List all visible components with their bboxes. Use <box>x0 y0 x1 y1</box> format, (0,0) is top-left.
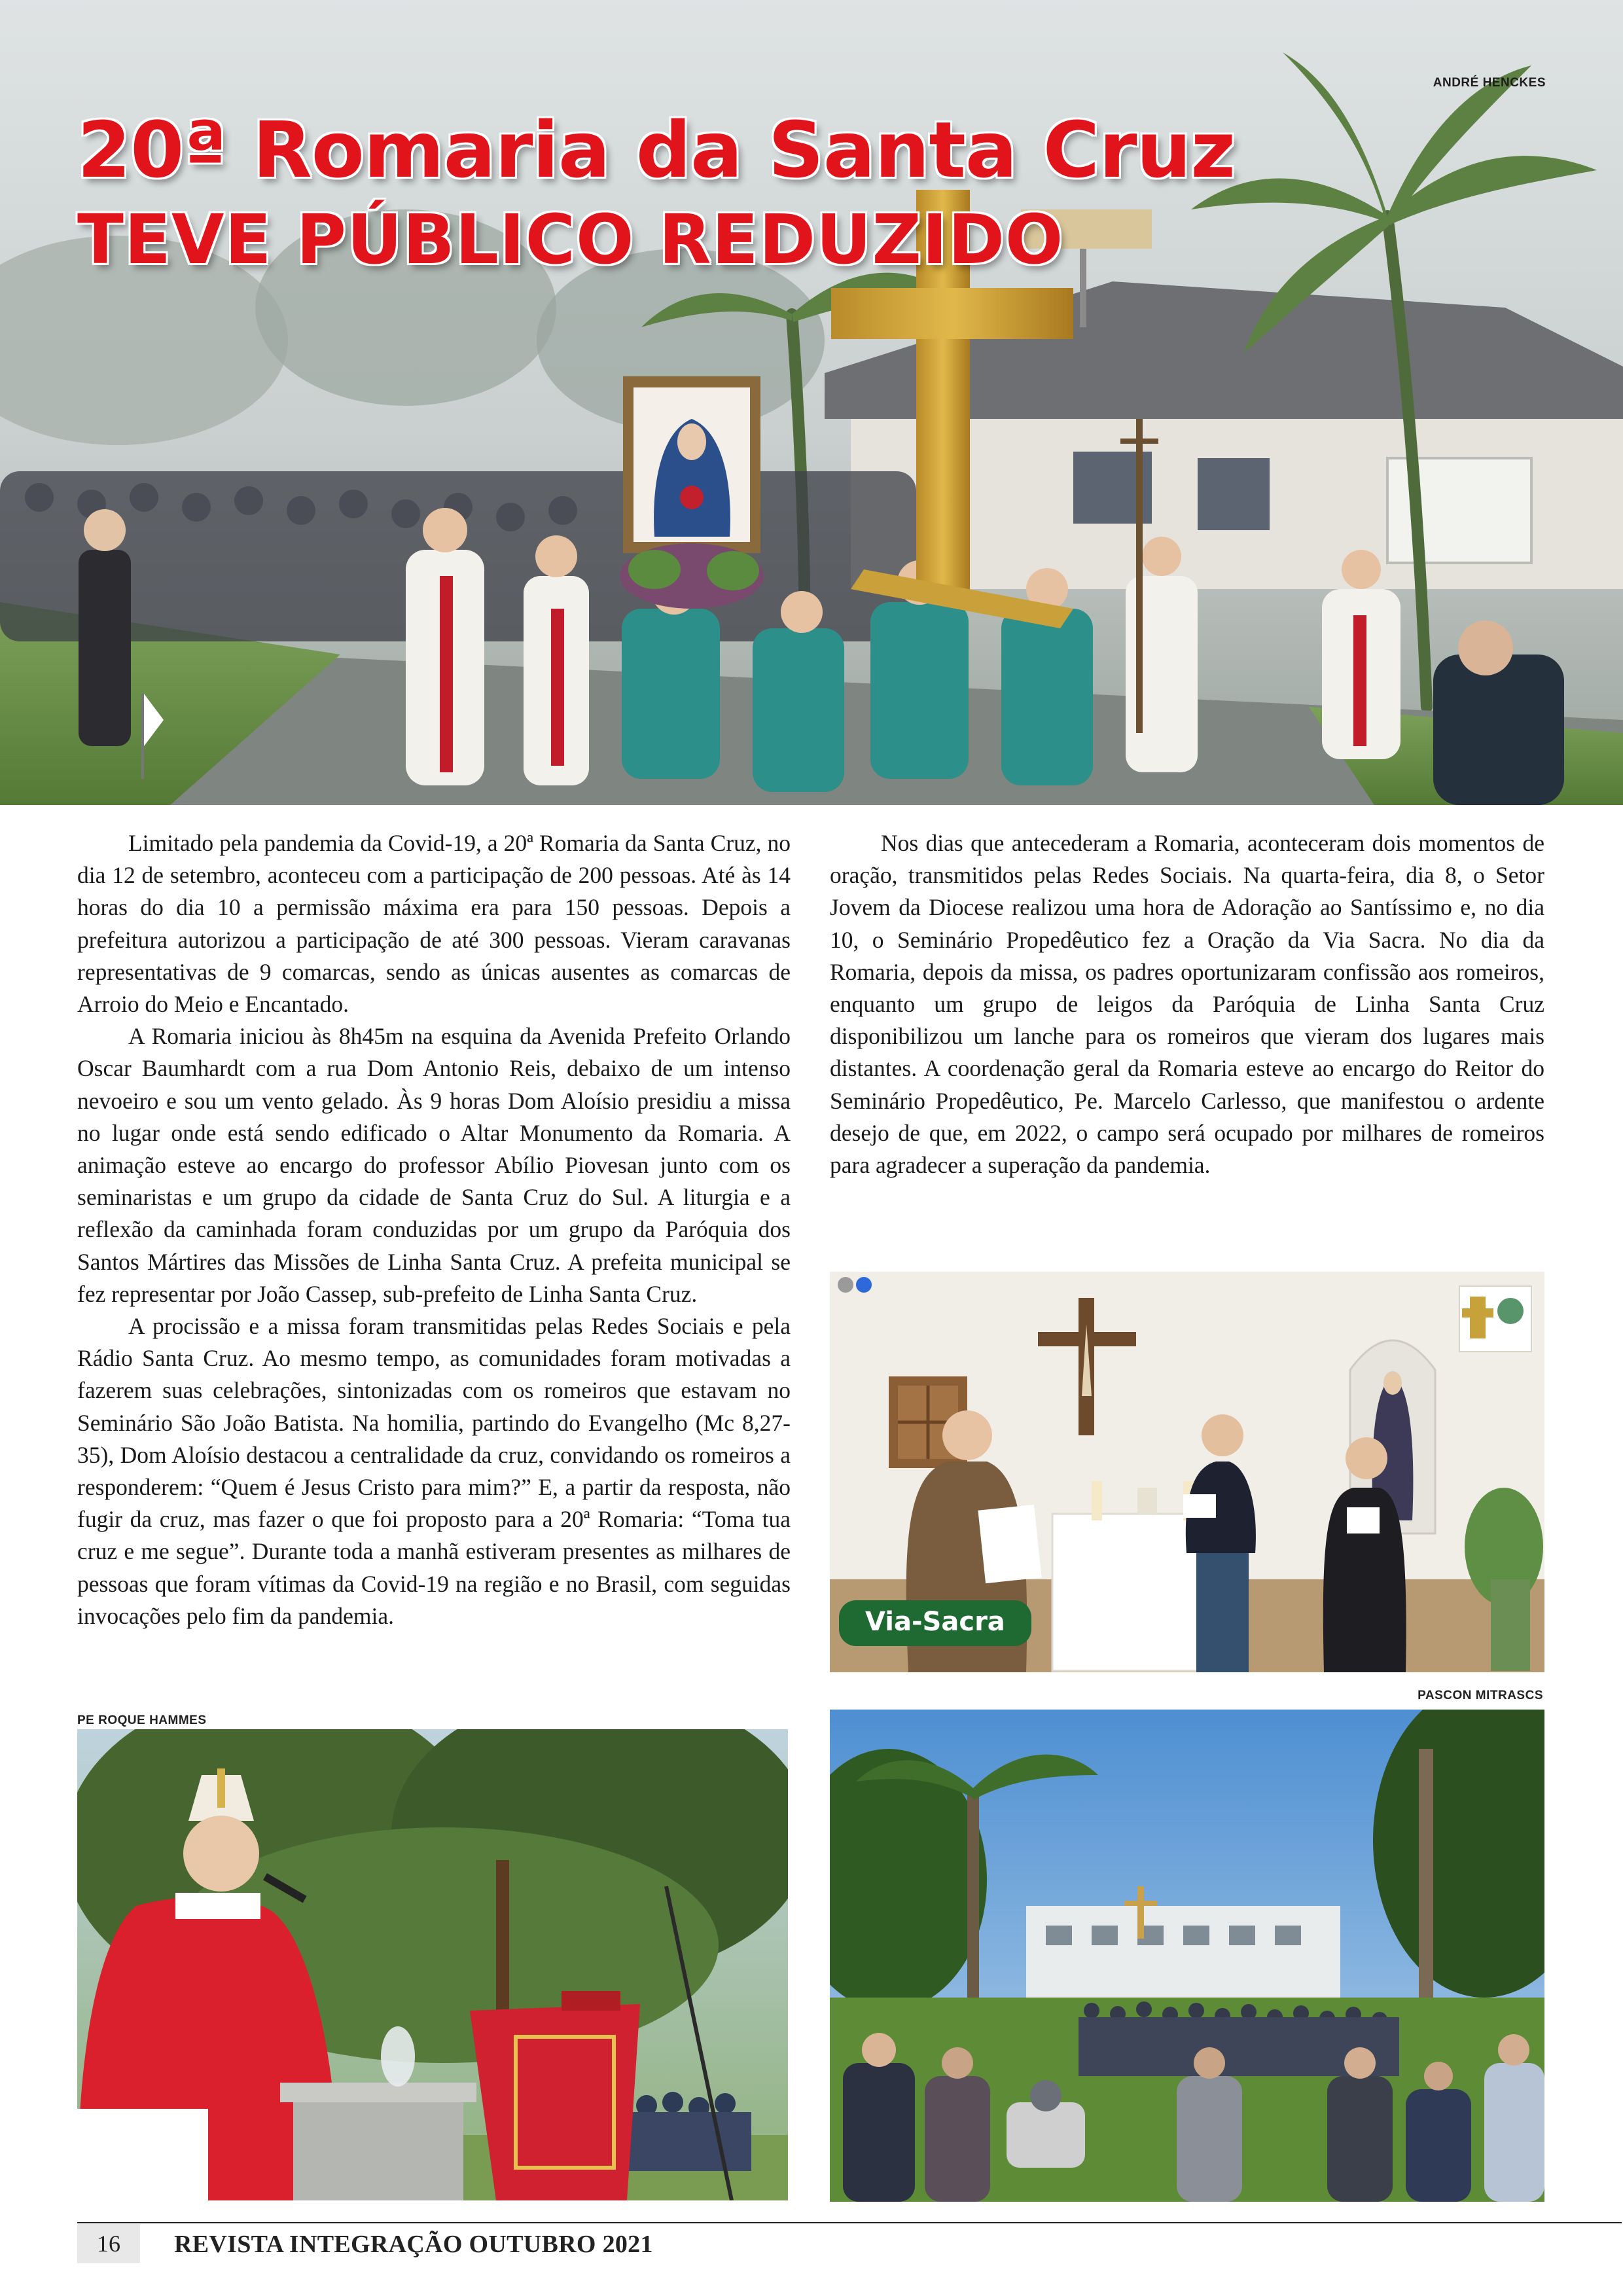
article-column-right <box>830 827 1544 1181</box>
bishop-mass-photo <box>77 1729 788 2200</box>
article-paragraph: A procissão e a missa foram transmitidas pelas Redes Sociais e pela Rádio Santa Cruz. Ao mesmo tempo, as comunidades foram motivadas a fazerem suas celebrações, sintonizadas com os romeiros que estavam no Seminário São João Batista. Na homilia, partindo do Evangelho (Mc 8,27-35), Dom Aloísio destacou a centralidade da cruz, convidando os romeiros a responderem: “Quem é Jesus Cristo para mim?” E, a partir da resposta, não fugir da cruz, mas fazer o que foi proposto para a 20ª Romaria: “Toma tua cruz e me segue”. Durante toda a manhã estiveram presentes as milhares de pessoas que foram vítimas da Covid-19 na região e no Brasil, com seguidas invocações pelo fim da pandemia. <box>77 1313 791 1629</box>
close-icon <box>838 1277 853 1293</box>
photo-credit-crowd: PASCON MITRASCS <box>1418 1689 1543 1702</box>
magazine-name: REVISTA INTEGRAÇÃO OUTUBRO 2021 <box>174 2231 653 2258</box>
via-sacra-badge: Via-Sacra <box>839 1600 1031 1646</box>
photo-credit-bishop: PE ROQUE HAMMES <box>77 1713 207 1727</box>
article-paragraph: Nos dias que antecederam a Romaria, aconteceram dois momentos de oração, transmitidos pelas Redes Sociais. Na quarta-feira, dia 8, o Setor Jovem da Diocese realizou uma hora de Adoração ao Santíssimo e, no dia 10, o Seminário Propedêutico fez a Oração da Via Sacra. No dia da Romaria, depois da missa, os padres oportunizaram confissão aos romeiros, enquanto um grupo de leigos da Paróquia de Linha Santa Cruz disponibilizou um lanche para os romeiros que vieram dos lugares mais distantes. A coordenação geral da Romaria esteve ao encargo do Reitor do Seminário Propedêutico, Pe. Marcelo Carlesso, que manifestou o ardente desejo de que, em 2022, o campo será ocupado por milhares de romeiros para agradecer a superação da pandemia. <box>830 830 1544 1179</box>
article-paragraph: A Romaria iniciou às 8h45m na esquina da Avenida Prefeito Orlando Oscar Baumhardt com a rua Dom Antonio Reis, debaixo de um intenso nevoeiro e sou um vento gelado. Às 9 horas Dom Aloísio presidiu a missa no lugar onde está sendo edificado o Altar Monumento da Romaria. A animação esteve ao encargo do professor Abílio Piovesan junto com os seminaristas e um grupo da cidade de Santa Cruz do Sul. A liturgia e a reflexão da caminhada foram conduzidas por um grupo da Paróquia dos Santos Mártires das Missões de Linha Santa Cruz. A prefeita municipal se fez representar por João Cassep, sub-prefeito de Linha Santa Cruz. <box>77 1023 791 1307</box>
page-number: 16 <box>77 2224 140 2263</box>
via-sacra-photo <box>830 1272 1544 1672</box>
crowd-outdoor-photo <box>830 1710 1544 2202</box>
facebook-icon <box>856 1277 872 1293</box>
article-paragraph: Limitado pela pandemia da Covid-19, a 20ª Romaria da Santa Cruz, no dia 12 de setembro, aconteceu com a participação de 200 pessoas. Até às 14 horas do dia 10 a permissão máxima era para 150 pessoas. Depois a prefeitura autorizou a participação de até 300 pessoas. Vieram caravanas representativas de 9 comarcas, sendo as únicas ausentes as comarcas de Arroio do Meio e Encantado. <box>77 830 791 1018</box>
footer-rule <box>77 2222 1622 2223</box>
photo-credit-hero: ANDRÉ HENCKES <box>1433 76 1546 90</box>
article-subtitle: TEVE PÚBLICO REDUZIDO <box>77 200 1064 279</box>
social-icons <box>838 1277 872 1293</box>
article-column-left <box>77 827 791 1632</box>
article-title: 20ª Romaria da Santa Cruz <box>77 105 1236 195</box>
